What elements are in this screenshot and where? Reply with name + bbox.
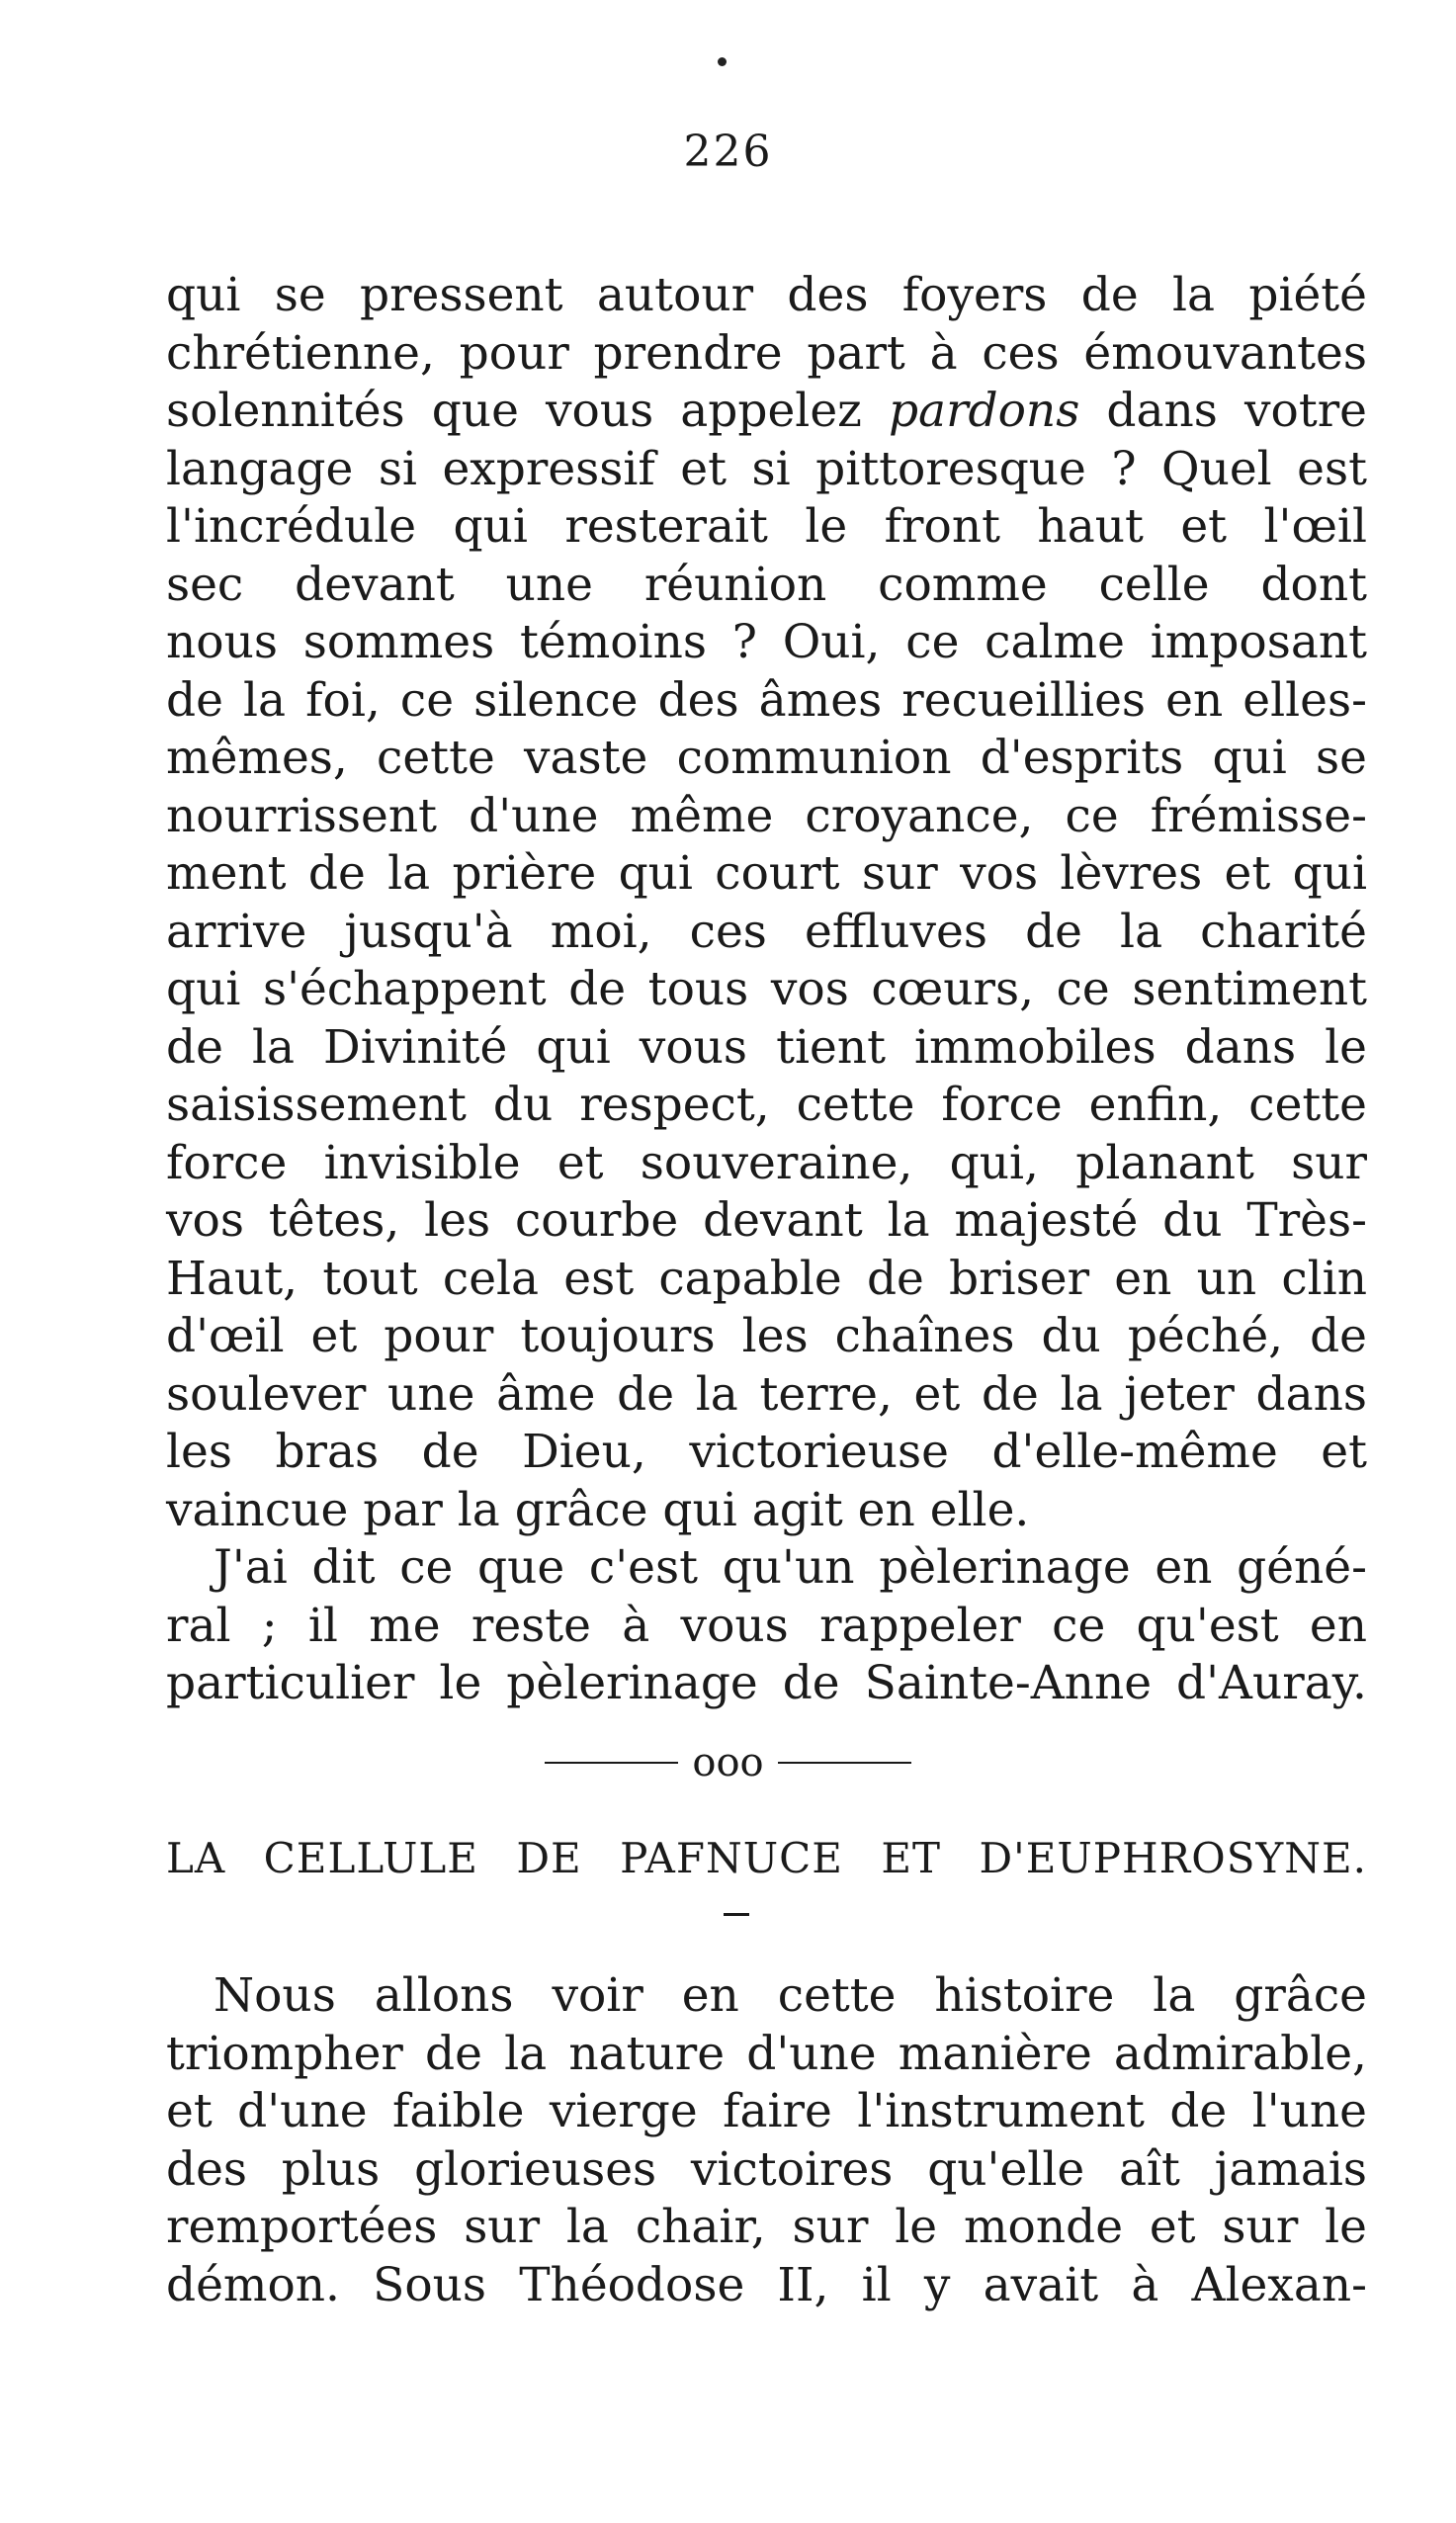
text-line: des plus glorieuses victoires qu'elle aît jamais (166, 2141, 1367, 2197)
text-line: langage si expressif et si pittoresque ? Quel est (166, 441, 1367, 496)
text-line: soulever une âme de la terre, et de la jeter dans (166, 1366, 1367, 1422)
text-line: d'œil et pour toujours les chaînes du péché, de (166, 1309, 1367, 1363)
text-line: nourrissent d'une même croyance, ce frémisse- (166, 788, 1367, 843)
paragraph-2 (166, 1539, 1367, 1713)
text-line: vaincue par la grâce qui agit en elle. (166, 1482, 1030, 1537)
text-line: démon. Sous Théodose II, il y avait à Alexan- (166, 2257, 1367, 2312)
text-line: l'incrédule qui resterait le front haut et l'œil (166, 499, 1367, 554)
paragraph-1 (166, 267, 1367, 1539)
separator-ornament: ooo (692, 1740, 764, 1785)
text-line: remportées sur la chair, sur le monde et sur le (166, 2200, 1367, 2254)
page-number: 226 (683, 127, 773, 177)
text-line: J'ai dit ce que c'est qu'un pèlerinage en géné- (214, 1540, 1367, 1595)
paragraph-3 (166, 1967, 1367, 2314)
section-separator (0, 1740, 1456, 1785)
text-line: nous sommes témoins ? Oui, ce calme imposant (166, 615, 1367, 669)
text-line: arrive jusqu'à moi, ces effluves de la charité (166, 904, 1367, 959)
ink-speck (718, 57, 727, 66)
text-run: dans votre (1079, 384, 1367, 438)
text-line: vos têtes, les courbe devant la majesté du Très- (166, 1193, 1367, 1248)
section-title: LA CELLULE DE PAFNUCE ET D'EUPHROSYNE. (166, 1834, 1367, 1882)
text-line (166, 383, 1367, 441)
text-line: chrétienne, pour prendre part à ces émouvantes (166, 325, 1367, 381)
text-line: de la Divinité qui vous tient immobiles dans le (166, 1019, 1367, 1075)
text-line: Nous allons voir en cette histoire la grâce (214, 1968, 1367, 2023)
text-line: les bras de Dieu, victorieuse d'elle-même et (166, 1425, 1367, 1479)
text-line: ral ; il me reste à vous rappeler ce qu'est en (166, 1598, 1367, 1653)
text-line: de la foi, ce silence des âmes recueillies en elles- (166, 672, 1367, 728)
separator-rule-left (545, 1762, 678, 1764)
text-run: solennités que vous appelez (166, 384, 889, 438)
text-line: mêmes, cette vaste communion d'esprits qui se (166, 731, 1367, 785)
text-line: Haut, tout cela est capable de briser en un clin (166, 1251, 1367, 1306)
text-line: saisissement du respect, cette force enfin, cette (166, 1078, 1367, 1132)
text-line: particulier le pèlerinage de Sainte-Anne d'Auray. (166, 1656, 1367, 1710)
text-line: et d'une faible vierge faire l'instrument de l'une (166, 2084, 1367, 2138)
separator-rule-right (778, 1762, 911, 1764)
text-line: qui se pressent autour des foyers de la piété (166, 268, 1367, 322)
text-line: triompher de la nature d'une manière admirable, (166, 2026, 1367, 2081)
text-line: ment de la prière qui court sur vos lèvres et qui (166, 846, 1367, 901)
text-line: sec devant une réunion comme celle dont (166, 557, 1367, 612)
text-line: force invisible et souveraine, qui, planant sur (166, 1135, 1367, 1190)
italic-term: pardons (888, 384, 1080, 438)
title-dash (724, 1913, 749, 1916)
text-line: qui s'échappent de tous vos cœurs, ce sentiment (166, 962, 1367, 1016)
